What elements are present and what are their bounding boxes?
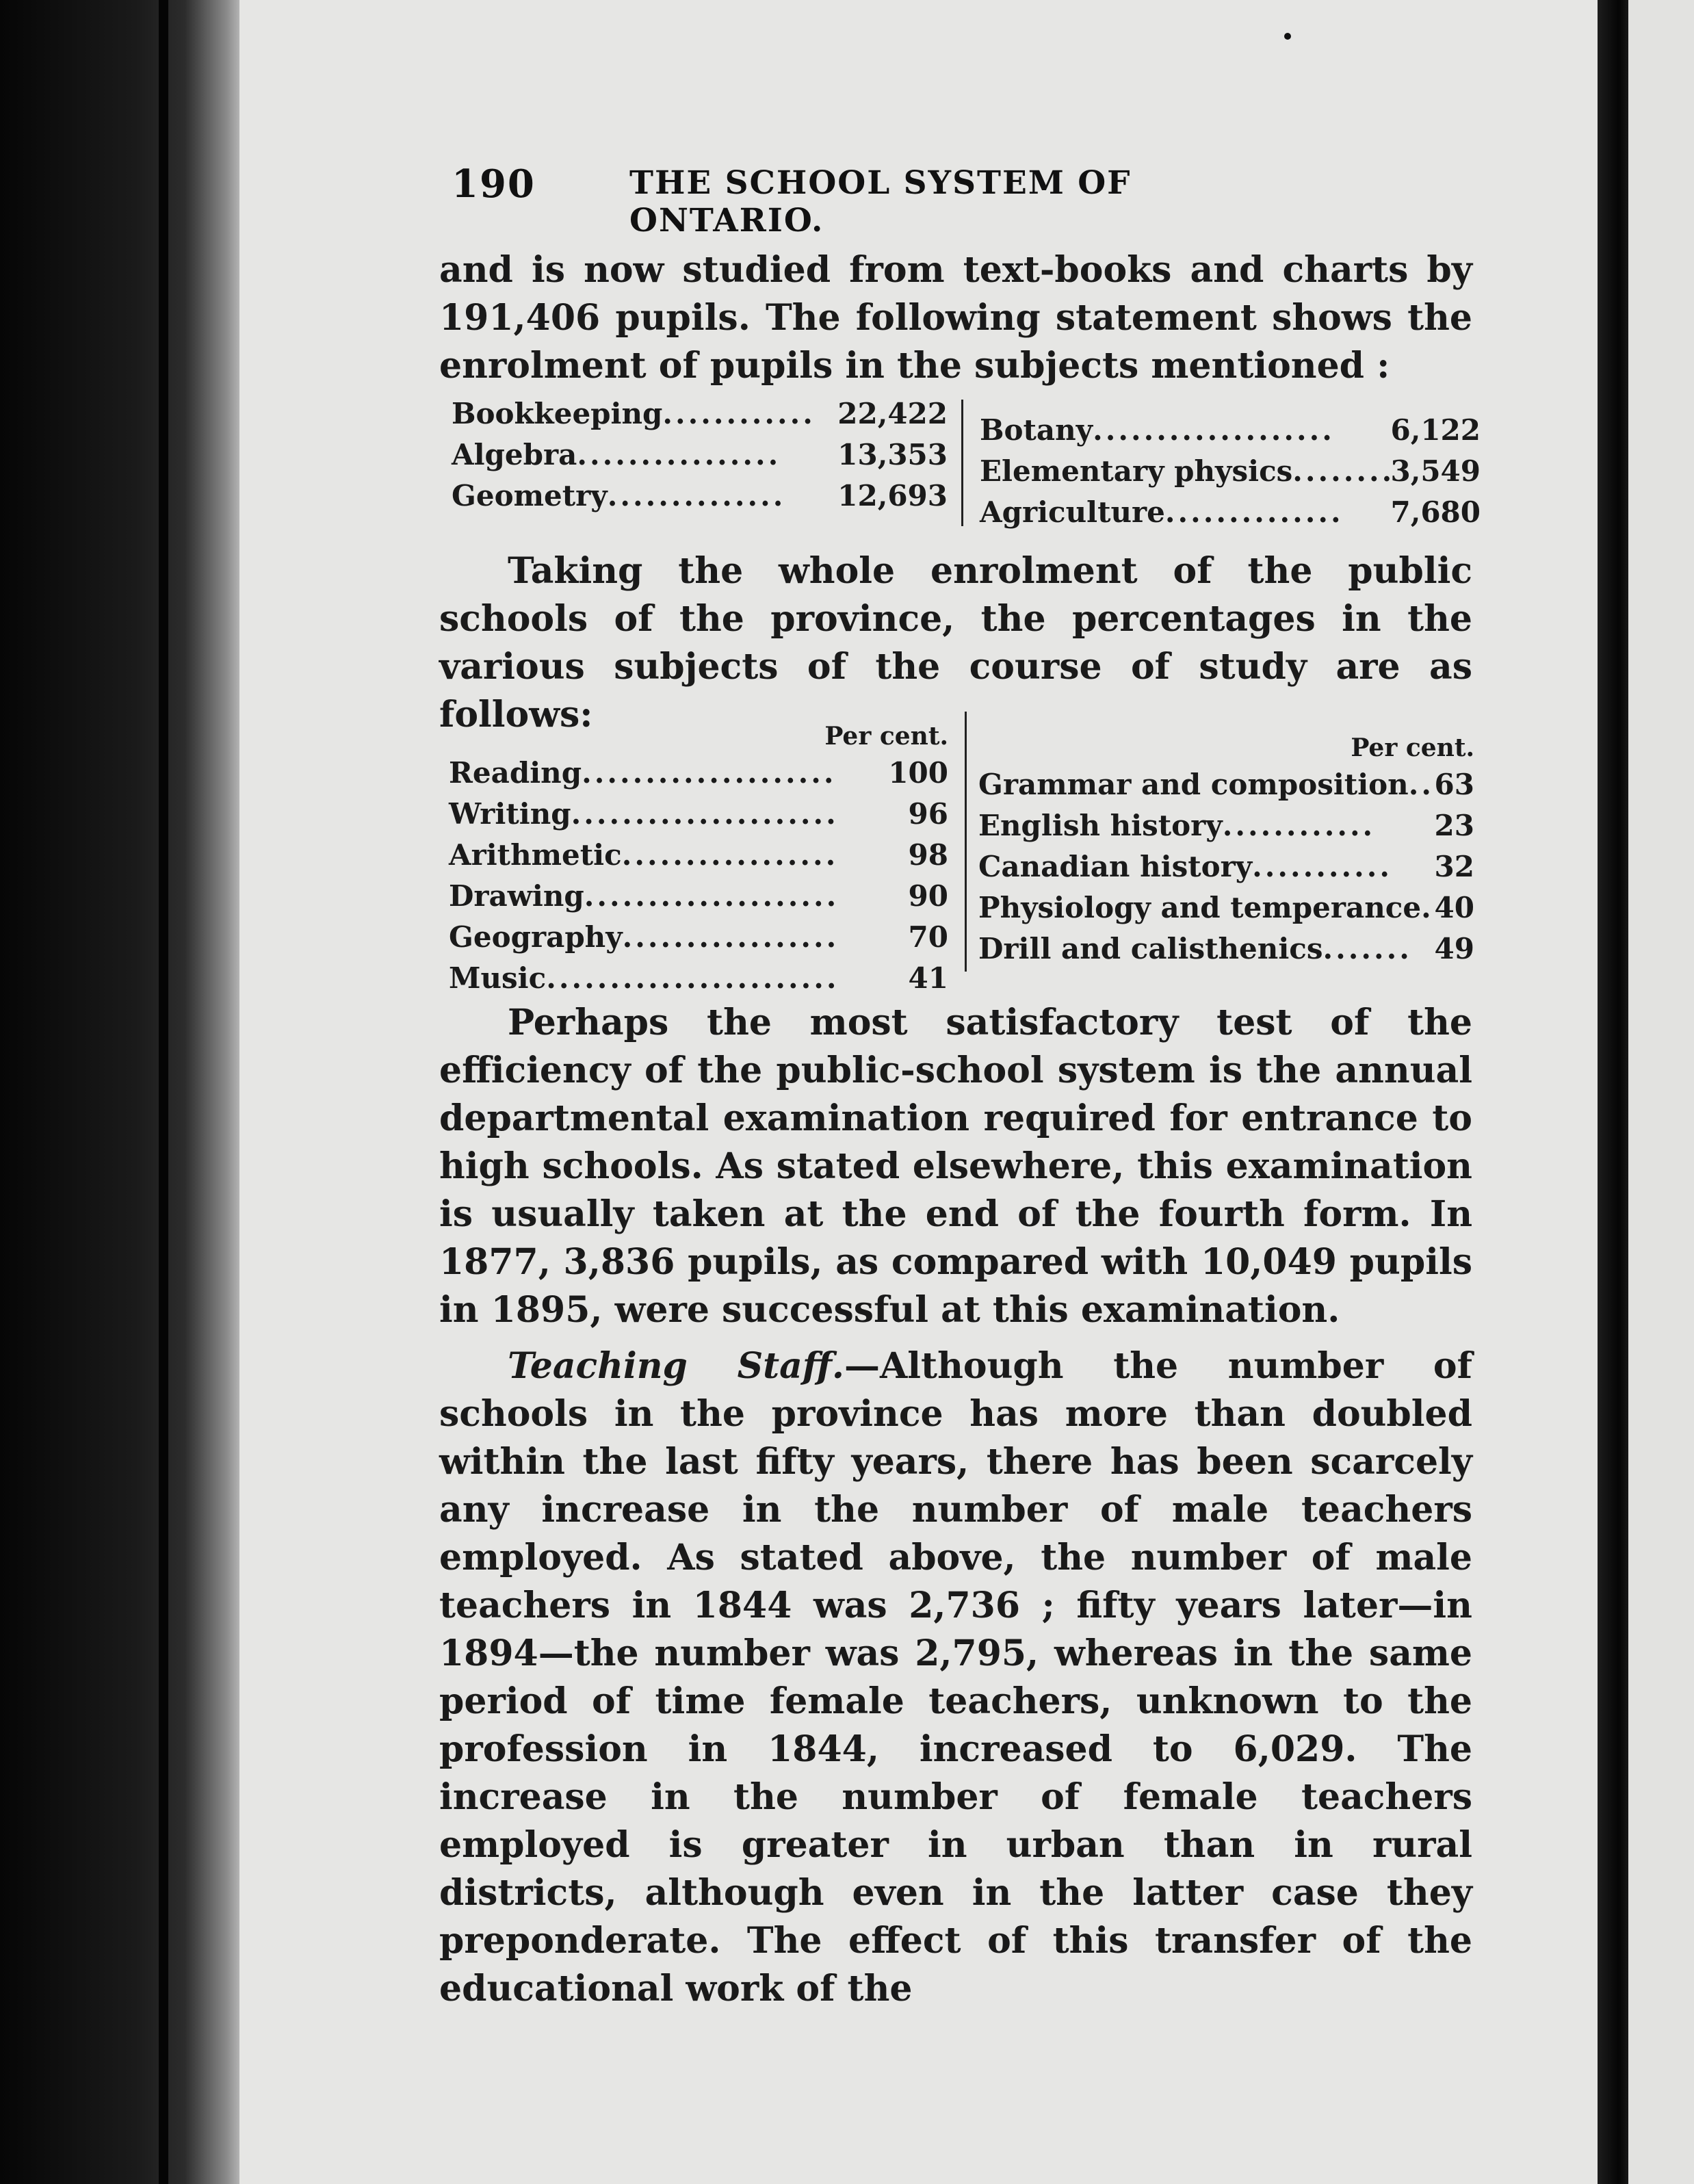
subject-label: Reading....................: [449, 756, 837, 790]
subject-label: Canadian history...........: [978, 850, 1393, 883]
paragraph-4-body: —Although the number of schools in the province has more than doubled within the last fifty years, there has been scarcely any increase in the number of male teachers employed. As stated above, the number of male teachers in 1844 was 2,736 ; fifty years later—in 1894—the number was 2,795, whereas in the same period of time female teachers, unknown to the profession in 1844, increased to 6,029. The increase in the number of female teachers employed is greater in urban than in rural districts, although even in the latter case they preponderate. The effect of this transfer of the educational work of the: [439, 1345, 1472, 2010]
table-row: [978, 850, 1474, 891]
table-row: [452, 479, 948, 520]
page-number: 190: [452, 161, 536, 207]
subject-label: Geography.................: [449, 920, 839, 954]
table-row: [978, 768, 1474, 809]
percent-value: 100: [888, 756, 948, 790]
table-row: [980, 495, 1481, 536]
table-row: [978, 809, 1474, 850]
subject-label: Arithmetic.................: [449, 838, 839, 872]
table-row: [449, 838, 948, 879]
enrolment-count: 12,693: [837, 479, 948, 512]
per-cent-header: Per cent.: [1351, 733, 1474, 762]
subject-label: Agriculture..............: [980, 495, 1344, 529]
enrolment-count: 6,122: [1390, 413, 1481, 447]
subject-label: Drawing....................: [449, 879, 839, 913]
facing-page-edge: [1628, 0, 1694, 2184]
per-cent-header: Per cent.: [824, 722, 948, 751]
subject-label: Bookkeeping............: [452, 397, 816, 430]
subject-label: Elementary physics........: [980, 454, 1395, 488]
table-row: [978, 932, 1474, 973]
table-row: [449, 920, 948, 961]
enrolment-table-right: [980, 413, 1481, 536]
percent-value: 40: [1434, 891, 1474, 924]
paragraph-1: and is now studied from text-books and charts by 191,406 pupils. The following statement shows the enrolment of pupils in the subjects mentioned :: [439, 249, 1472, 387]
subject-label: Writing.....................: [449, 797, 839, 831]
table-row: [452, 397, 948, 438]
enrolment-table-left: [452, 397, 948, 520]
percent-value: 90: [908, 879, 948, 913]
table-row: [978, 891, 1474, 932]
percent-value: 23: [1434, 809, 1474, 842]
percent-value: 70: [908, 920, 948, 954]
enrolment-count: 22,422: [837, 397, 948, 430]
table-row: [449, 961, 948, 1002]
table-row: [449, 797, 948, 838]
percent-value: 32: [1434, 850, 1474, 883]
running-head: [452, 161, 1320, 239]
running-title: THE SCHOOL SYSTEM OF ONTARIO.: [629, 164, 1132, 239]
table-row: [449, 879, 948, 920]
subject-label: Botany...................: [980, 413, 1335, 447]
table-row: [449, 756, 948, 797]
percent-value: 98: [908, 838, 948, 872]
percentage-column-rule: [965, 712, 967, 972]
percent-value: 49: [1434, 932, 1474, 965]
subject-label: Music.......................: [449, 961, 839, 995]
subject-label: Algebra................: [452, 438, 781, 471]
enrolment-count: 7,680: [1390, 495, 1481, 529]
enrolment-count: 3,549: [1390, 454, 1481, 488]
subject-label: Physiology and temperance.: [978, 891, 1431, 924]
percentage-table-left: [449, 722, 948, 1002]
book-spine-edge: [0, 0, 246, 2184]
table-row: [980, 454, 1481, 495]
print-speck: [1284, 33, 1291, 40]
percentage-table-right: [978, 733, 1474, 973]
paragraph-3: Perhaps the most satisfactory test of the efficiency of the public-school system is the annual departmental examination required for entrance to high schools. As stated elsewhere, this examination is usually taken at the end of the fourth form. In 1877, 3,836 pupils, as compared with 10,049 pupils in 1895, were successful at this examination.: [439, 1002, 1472, 1331]
percent-value: 96: [908, 797, 948, 831]
percent-value: 63: [1434, 768, 1474, 801]
subject-label: Drill and calisthenics.......: [978, 932, 1412, 965]
section-lead-in: Teaching Staff.: [508, 1345, 844, 1387]
table-row: [452, 438, 948, 479]
table-row: [980, 413, 1481, 454]
enrolment-column-rule: [961, 400, 963, 526]
subject-label: Grammar and composition..: [978, 768, 1434, 801]
subject-label: English history............: [978, 809, 1376, 842]
subject-label: Geometry..............: [452, 479, 786, 512]
percent-value: 41: [908, 961, 948, 995]
enrolment-count: 13,353: [837, 438, 948, 471]
paragraph-2: Taking the whole enrolment of the public schools of the province, the percentages in the various subjects of the course of study are as follows:: [439, 550, 1472, 736]
paragraph-4: [439, 1342, 1472, 2013]
